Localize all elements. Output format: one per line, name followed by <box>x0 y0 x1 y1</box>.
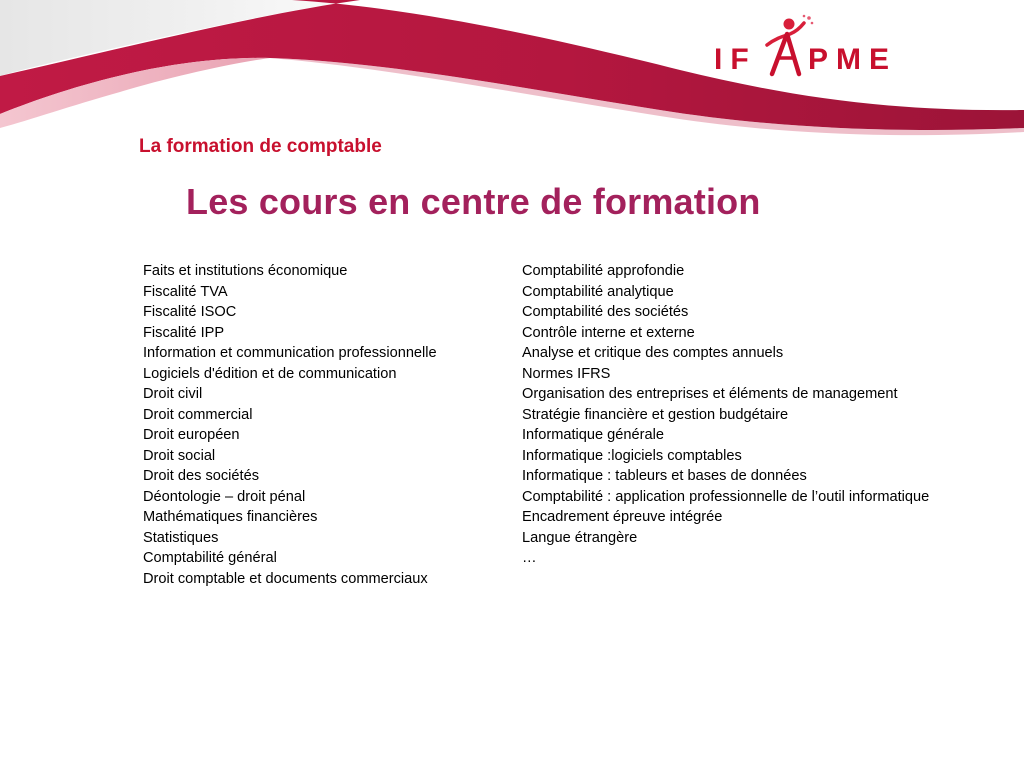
svg-text:PME: PME <box>808 43 898 76</box>
course-item: Normes IFRS <box>522 365 611 382</box>
course-item: Comptabilité général <box>143 550 277 566</box>
course-item: Comptabilité approfondie <box>522 263 685 279</box>
course-item: … <box>522 550 537 566</box>
course-item: Informatique générale <box>522 427 664 443</box>
slide-title: Les cours en centre de formation <box>186 181 761 222</box>
course-item: Fiscalité ISOC <box>143 304 237 320</box>
course-item: Comptabilité analytique <box>522 283 674 300</box>
svg-text:IF: IF <box>714 43 757 76</box>
course-item: Fiscalité IPP <box>143 324 225 341</box>
course-item: Droit social <box>143 447 216 464</box>
course-item: Comptabilité : application professionnelle de l’outil informatique <box>522 488 930 505</box>
course-item: Organisation des entreprises et éléments de management <box>522 386 898 402</box>
course-item: Droit commercial <box>143 406 253 423</box>
course-item: Informatique :logiciels comptables <box>522 447 742 464</box>
course-item: Droit européen <box>143 427 240 443</box>
course-list-right <box>522 261 929 569</box>
course-item: Stratégie financière et gestion budgétaire <box>522 406 789 423</box>
course-item: Déontologie – droit pénal <box>143 488 306 505</box>
course-item: Logiciels d'édition et de communication <box>143 365 397 382</box>
ifapme-logo <box>712 14 898 86</box>
course-list-left <box>143 261 437 589</box>
course-item: Statistiques <box>143 529 219 546</box>
course-item: Contrôle interne et externe <box>522 324 695 341</box>
course-item: Encadrement épreuve intégrée <box>522 509 723 525</box>
stylized-person-letter-a-icon <box>767 15 813 74</box>
course-item: Informatique : tableurs et bases de données <box>522 468 807 484</box>
course-item: Analyse et critique des comptes annuels <box>522 345 784 361</box>
course-item: Droit des sociétés <box>143 468 259 484</box>
slide-subtitle: La formation de comptable <box>139 136 382 157</box>
course-item: Faits et institutions économique <box>143 263 348 279</box>
course-item: Mathématiques financières <box>143 509 318 525</box>
course-item: Langue étrangère <box>522 529 638 546</box>
course-item: Information et communication professionnelle <box>143 345 437 361</box>
course-item: Fiscalité TVA <box>143 283 228 300</box>
ifapme-logo-mark <box>712 14 898 86</box>
course-item: Droit civil <box>143 386 203 402</box>
course-item: Comptabilité des sociétés <box>522 304 689 320</box>
course-item: Droit comptable et documents commerciaux <box>143 570 428 587</box>
